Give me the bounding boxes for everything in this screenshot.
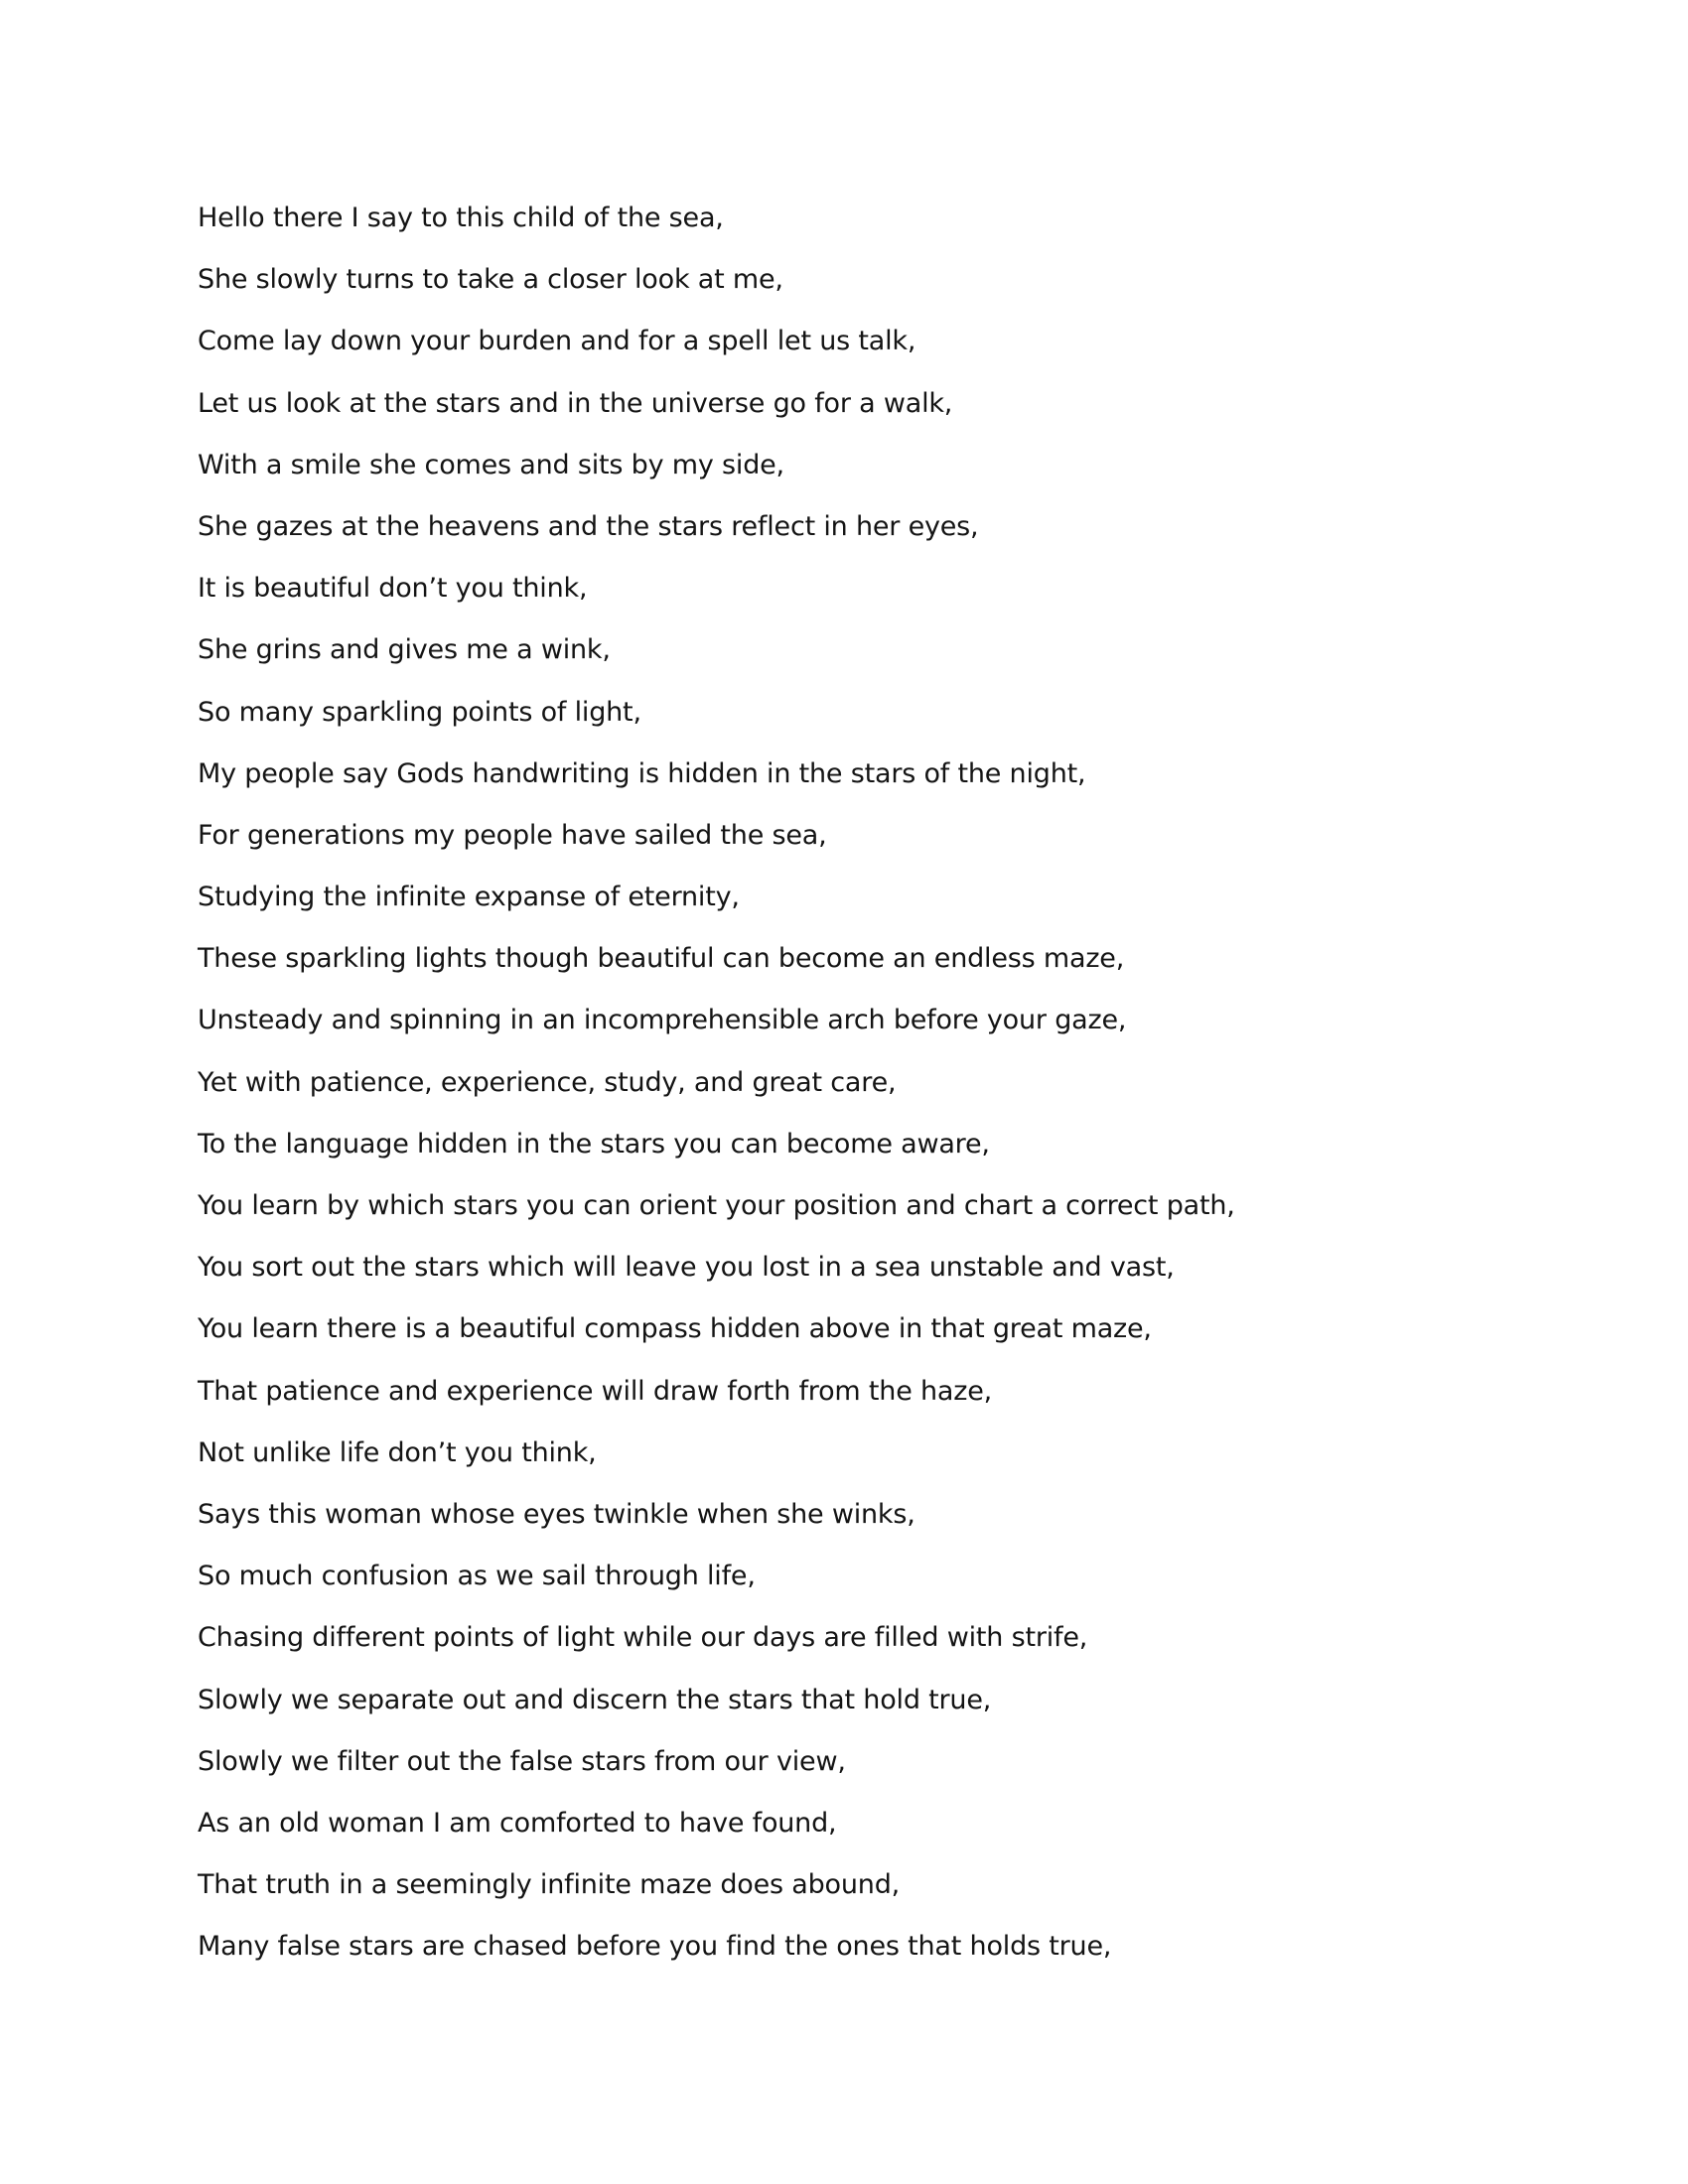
poem-line: That truth in a seemingly infinite maze does abound, bbox=[198, 1869, 901, 1901]
poem-line: It is beautiful don’t you think, bbox=[198, 573, 588, 605]
poem-line: These sparkling lights though beautiful can become an endless maze, bbox=[198, 943, 1125, 975]
poem-body bbox=[198, 195, 1528, 1984]
poem-line: My people say Gods handwriting is hidden in the stars of the night, bbox=[198, 757, 1086, 789]
poem-line: As an old woman I am comforted to have found, bbox=[198, 1807, 837, 1839]
poem-line: Hello there I say to this child of the sea, bbox=[198, 203, 724, 233]
poem-line: For generations my people have sailed the sea, bbox=[198, 819, 827, 851]
poem-line: Unsteady and spinning in an incomprehensible arch before your gaze, bbox=[198, 1005, 1127, 1036]
poem-line: Says this woman whose eyes twinkle when she winks, bbox=[198, 1498, 915, 1530]
poem-line: You learn by which stars you can orient your position and chart a correct path, bbox=[198, 1190, 1235, 1221]
poem-line: You learn there is a beautiful compass hidden above in that great maze, bbox=[198, 1313, 1152, 1345]
poem-line: Come lay down your burden and for a spell let us talk, bbox=[198, 326, 916, 357]
poem-line: She grins and gives me a wink, bbox=[198, 634, 611, 666]
poem-line: So many sparkling points of light, bbox=[198, 696, 641, 728]
poem-line: Let us look at the stars and in the universe go for a walk, bbox=[198, 387, 953, 419]
poem-line: Many false stars are chased before you find the ones that holds true, bbox=[198, 1931, 1112, 1963]
poem-line: Chasing different points of light while our days are filled with strife, bbox=[198, 1622, 1088, 1654]
poem-line: She slowly turns to take a closer look at me, bbox=[198, 264, 783, 296]
poem-line: So much confusion as we sail through life, bbox=[198, 1561, 756, 1592]
poem-line: Slowly we separate out and discern the stars that hold true, bbox=[198, 1684, 992, 1715]
poem-line: Slowly we filter out the false stars from our view, bbox=[198, 1745, 846, 1777]
poem-line: Studying the infinite expanse of eternity, bbox=[198, 882, 740, 913]
poem-line: You sort out the stars which will leave you lost in a sea unstable and vast, bbox=[198, 1252, 1175, 1284]
poem-line: That patience and experience will draw forth from the haze, bbox=[198, 1375, 993, 1407]
poem-line: To the language hidden in the stars you can become aware, bbox=[198, 1128, 990, 1160]
poem-line: With a smile she comes and sits by my side, bbox=[198, 449, 784, 480]
poem-line: Yet with patience, experience, study, and great care, bbox=[198, 1066, 897, 1098]
poem-line: Not unlike life don’t you think, bbox=[198, 1436, 597, 1468]
poem-line: She gazes at the heavens and the stars reflect in her eyes, bbox=[198, 510, 979, 542]
